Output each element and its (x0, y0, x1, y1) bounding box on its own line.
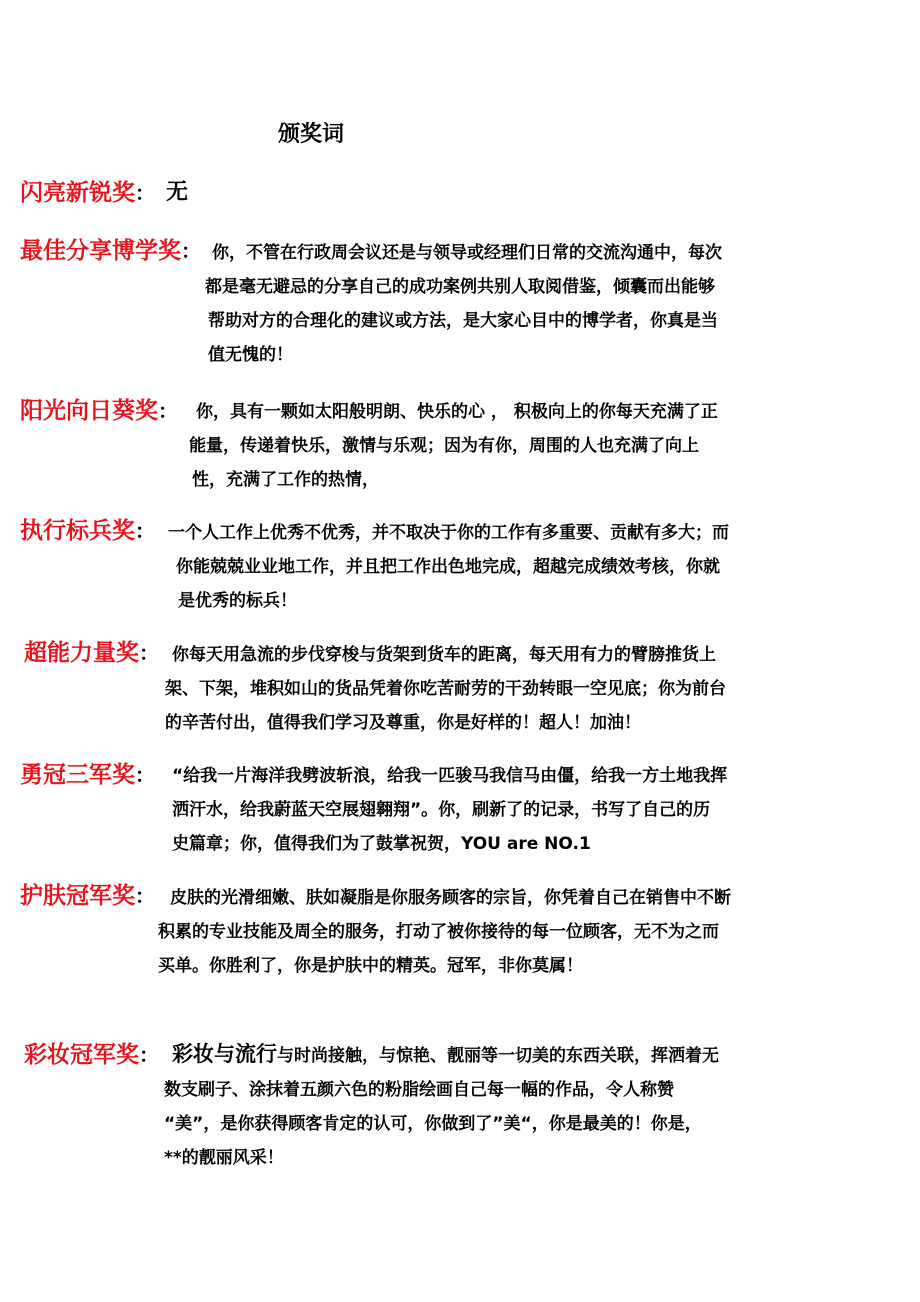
award-name-text: 最佳分享博学奖 (20, 238, 181, 264)
award-colon: ： (181, 239, 201, 263)
award-line: 你能兢兢业业地工作，并且把工作出色地完成，超越完成绩效考核，你就 (176, 557, 720, 577)
award-line: 架、下架，堆积如山的货品凭着你吃苦耐劳的干劲转眼一空见底；你为前台 (165, 679, 726, 699)
award-line: 你，具有一颗如太阳般明朗、快乐的心 ， 积极向上的你每天充满了正 (196, 402, 718, 422)
award-lead-text: 彩妆与流行 (172, 1042, 277, 1066)
award-line: 数支刷子、涂抹着五颜六色的粉脂绘画自己每一幅的作品，令人称赞 (164, 1080, 674, 1100)
award-name (20, 236, 201, 266)
award-line: 买单。你胜利了，你是护肤中的精英。冠军，非你莫属！ (158, 956, 583, 976)
award-line: “给我一片海洋我劈波斩浪，给我一匹骏马我信马由僵，给我一方土地我挥 (172, 766, 728, 786)
award-colon: ： (135, 763, 155, 787)
award-colon: ： (135, 181, 155, 205)
award-line (172, 1042, 719, 1068)
award-line: “美”，是你获得顾客肯定的认可，你做到了”美“，你是最美的！你是， (164, 1114, 702, 1134)
award-name (20, 396, 178, 426)
award-colon: ： (139, 1043, 159, 1067)
award-line: 值无愧的！ (208, 345, 293, 365)
award-name-text: 勇冠三军奖 (20, 762, 135, 788)
award-line: 一个人工作上优秀不优秀，并不取决于你的工作有多重要、贡献有多大；而 (168, 523, 729, 543)
award-line: 的辛苦付出，值得我们学习及尊重，你是好样的！超人！加油！ (165, 713, 641, 733)
award-line: 你，不管在行政周会议还是与领导或经理们日常的交流沟通中，每次 (212, 243, 722, 263)
award-name (24, 638, 159, 668)
award-name-text: 执行标兵奖 (20, 518, 135, 544)
page-title: 颁奖词 (278, 122, 345, 147)
award-name-text: 闪亮新锐奖 (20, 180, 135, 206)
award-name (20, 178, 155, 208)
award-name (20, 881, 155, 911)
award-value: 无 (166, 180, 189, 205)
award-colon: ： (158, 399, 178, 423)
award-line: 是优秀的标兵！ (178, 591, 297, 611)
award-name-text: 阳光向日葵奖 (20, 398, 158, 424)
award-line-text: 与时尚接触，与惊艳、靓丽等一切美的东西关联，挥洒着无 (277, 1046, 719, 1066)
award-name (24, 1040, 159, 1070)
award-line: 积累的专业技能及周全的服务，打动了被你接待的每一位顾客，无不为之而 (158, 922, 719, 942)
award-name-text: 彩妆冠军奖 (24, 1042, 139, 1068)
award-line: 你每天用急流的步伐穿梭与货架到货车的距离，每天用有力的臂膀推货上 (172, 645, 716, 665)
award-line: 性，充满了工作的热情， (192, 470, 379, 490)
award-name-text: 超能力量奖 (24, 640, 139, 666)
award-line: 皮肤的光滑细嫩、肤如凝脂是你服务顾客的宗旨，你凭着自己在销售中不断 (170, 888, 731, 908)
award-line: **的靓丽风采！ (164, 1148, 284, 1168)
award-name (20, 760, 155, 790)
award-line: 能量，传递着快乐，激情与乐观；因为有你，周围的人也充满了向上 (189, 436, 699, 456)
award-colon: ： (135, 884, 155, 908)
award-line: 都是毫无避忌的分享自己的成功案例共别人取阅借鉴，倾囊而出能够 (205, 277, 715, 297)
award-line: 洒汗水，给我蔚蓝天空展翅翱翔”。你，刷新了的记录，书写了自己的历 (172, 800, 711, 820)
award-line: 帮助对方的合理化的建议或方法，是大家心目中的博学者，你真是当 (208, 311, 718, 331)
award-colon: ： (135, 519, 155, 543)
award-colon: ： (139, 641, 159, 665)
award-name-text: 护肤冠军奖 (20, 883, 135, 909)
award-name (20, 516, 155, 546)
award-line: 史篇章；你，值得我们为了鼓掌祝贺，YOU are NO.1 (172, 834, 591, 854)
